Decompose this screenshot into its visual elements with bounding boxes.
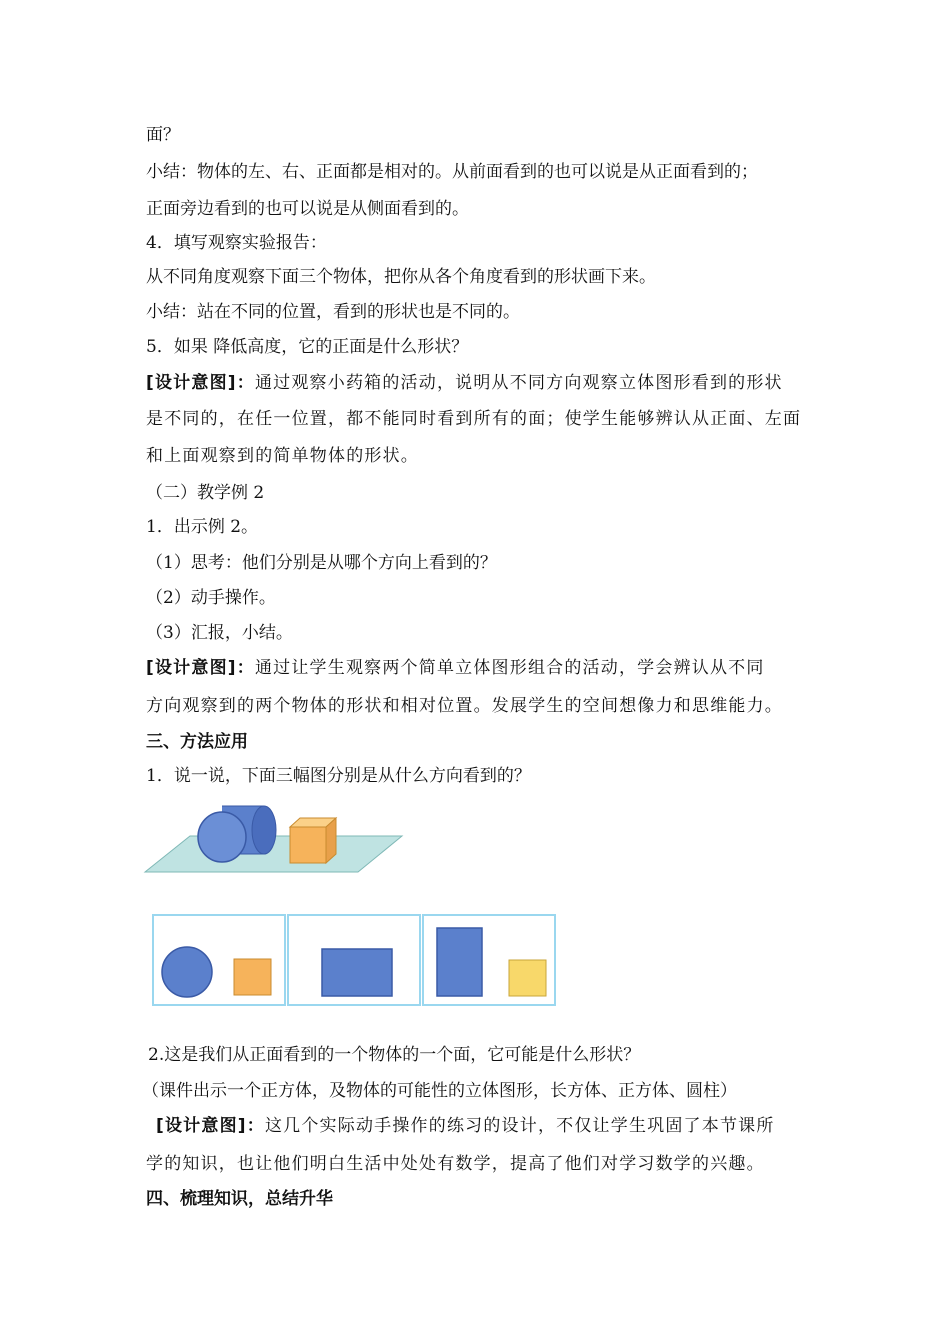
square-icon — [509, 960, 546, 996]
text-line: 小结：物体的左、右、正面都是相对的。从前面看到的也可以说是从正面看到的； — [146, 162, 758, 182]
text-line: 是不同的，在任一位置，都不能同时看到所有的面；使学生能够辨认从正面、左面 — [146, 409, 802, 429]
circle-icon — [162, 947, 212, 997]
text-line: 面？ — [146, 125, 180, 145]
cylinder-icon — [198, 806, 276, 862]
section-heading: 四、梳理知识，总结升华 — [146, 1189, 333, 1209]
text-line: 1．出示例 2。 — [146, 517, 259, 537]
text-line: （3）汇报，小结。 — [146, 623, 293, 643]
text-line: （2）动手操作。 — [146, 588, 276, 608]
square-icon — [234, 959, 271, 995]
design-intent-text: 通过观察小药箱的活动，说明从不同方向观察立体图形看到的形状 — [254, 373, 783, 393]
design-intent-text: 通过让学生观察两个简单立体图形组合的活动，学会辨认从不同 — [254, 658, 765, 678]
text-line: 正面旁边看到的也可以说是从侧面看到的。 — [146, 199, 469, 219]
design-intent-label: [设计意图]： — [156, 1116, 265, 1136]
views-svg — [152, 914, 558, 1008]
text-line: 从不同角度观察下面三个物体，把你从各个角度看到的形状画下来。 — [146, 267, 656, 287]
design-intent-label: [设计意图]： — [146, 658, 255, 678]
design-intent-paragraph — [156, 1114, 775, 1138]
text-line: （课件出示一个正方体，及物体的可能性的立体图形，长方体、正方体、圆柱） — [142, 1081, 737, 1101]
view-panel-1 — [153, 915, 285, 1005]
scene-svg — [140, 792, 410, 882]
design-intent-text: 这几个实际动手操作的练习的设计，不仅让学生巩固了本节课所 — [264, 1116, 775, 1136]
text-line: 1．说一说，下面三幅图分别是从什么方向看到的？ — [146, 766, 531, 786]
design-intent-paragraph — [146, 656, 765, 680]
text-line: 和上面观察到的简单物体的形状。 — [146, 446, 419, 466]
section-heading: （二）教学例 2 — [146, 483, 265, 503]
design-intent-paragraph — [146, 371, 783, 395]
rectangle-icon — [437, 928, 482, 996]
section-heading: 三、方法应用 — [146, 732, 248, 752]
text-line: 5．如果 降低高度，它的正面是什么形状？ — [146, 337, 469, 357]
text-line: 方向观察到的两个物体的形状和相对位置。发展学生的空间想像力和思维能力。 — [146, 696, 783, 716]
views-figure — [152, 914, 558, 1012]
cube-icon — [290, 818, 336, 863]
design-intent-label: [设计意图]： — [146, 373, 255, 393]
text-line: 2.这是我们从正面看到的一个物体的一个面，它可能是什么形状？ — [148, 1045, 641, 1065]
view-panel-3 — [423, 915, 555, 1005]
text-line: 4．填写观察实验报告： — [146, 233, 327, 253]
view-panel-2 — [288, 915, 420, 1005]
text-line: （1）思考：他们分别是从哪个方向上看到的？ — [146, 553, 497, 573]
rectangle-icon — [322, 949, 392, 996]
text-line: 学的知识，也让他们明白生活中处处有数学，提高了他们对学习数学的兴趣。 — [146, 1154, 765, 1174]
text-line: 小结：站在不同的位置，看到的形状也是不同的。 — [146, 302, 520, 322]
scene-figure — [140, 792, 410, 886]
